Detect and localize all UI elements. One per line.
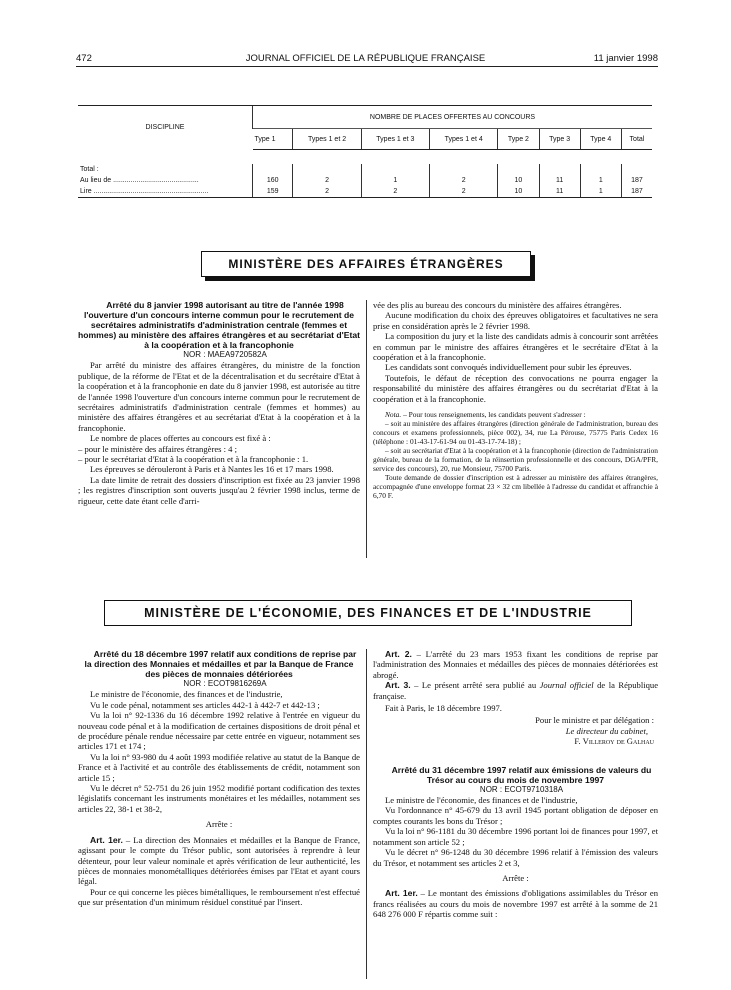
table-cell: 2 <box>293 186 361 198</box>
note-label: Nota. <box>385 410 402 420</box>
signature-line <box>373 726 658 736</box>
article-2 <box>373 649 658 680</box>
group-header: NOMBRE DE PLACES OFFERTES AU CONCOURS <box>253 106 653 129</box>
col-header: Types 1 et 2 <box>293 129 361 150</box>
paragraph: Le ministre de l'économie, des finances et de l'industrie, <box>385 795 578 806</box>
column-divider <box>366 649 367 979</box>
row-label: Total : <box>80 165 99 173</box>
note-text: – soit au ministère des affaires étrangères (direction générale de l'administration, bureau des concours et examens professionnels, pièce 002), 34, rue La Pérouse, 75775 Paris Cedex 16 (téléphone : 01-43-17-61-94 ou 01-43-17-74-18) ; <box>373 419 658 447</box>
paragraph: Le ministre de l'économie, des finances et de l'industrie, <box>90 689 283 700</box>
page-number: 472 <box>76 53 92 64</box>
note <box>373 410 658 419</box>
signature-name: F. Villeroy de Galhau <box>574 736 654 747</box>
nor-reference: NOR : MAEA9720582A <box>183 350 267 359</box>
article-text: – Le présent arrêté sera publié au <box>410 680 540 691</box>
table-cell: 2 <box>293 175 361 186</box>
col-header: Type 4 <box>580 129 621 150</box>
paragraph: Toutefois, le défaut de réception des convocations ne pourra engager la responsabilité du ministère des affaires étrangères ou du secrétariat d'Etat à la coopération et à la francophonie. <box>373 372 658 404</box>
article-text: – L'arrêté du 23 mars 1953 fixant les conditions de reprise par l'administration des Monnaies et médailles des pièces de monnaies détériorées est abrogé. <box>373 649 659 680</box>
table-cell: 187 <box>621 175 652 186</box>
table-row <box>78 150 652 164</box>
decree-title: Arrêté du 18 décembre 1997 relatif aux conditions de reprise par la direction des Monnaies et médailles et par la Banque de France des pièces de monnaies détériorées <box>84 649 357 679</box>
paragraph: – pour le ministère des affaires étrangères : 4 ; <box>78 443 238 454</box>
table-cell: 160 <box>253 175 293 186</box>
paragraph: Aucune modification du choix des épreuves obligatoires et facultatives ne sera prise en considération après le 2 février 1998. <box>373 310 658 331</box>
decree-coins-right <box>373 649 658 920</box>
arrete-label: Arrête : <box>205 819 233 830</box>
table-cell: 10 <box>498 175 539 186</box>
paragraph: Vu l'ordonnance n° 45-679 du 13 avril 1945 portant obligation de déposer en comptes courants les bons du Trésor ; <box>373 805 658 826</box>
decree-title: Arrêté du 8 janvier 1998 autorisant au titre de l'année 1998 l'ouverture d'un concours interne commun pour le recrutement de secrétaires administratifs d'administration centrale (femmes et hommes) au ministère des affaires étrangères et au secrétariat d'Etat à la coopération et à la francophonie <box>78 300 360 350</box>
nor-reference: NOR : ECOT9710318A <box>479 784 564 794</box>
decree-coins-left <box>78 649 360 908</box>
table-cell: 2 <box>361 186 429 198</box>
paragraph: Vu la loi n° 96-1181 du 30 décembre 1996 portant loi de finances pour 1997, et notamment son article 52 ; <box>373 826 658 847</box>
col-header: Type 2 <box>498 129 539 150</box>
table-cell: 10 <box>498 186 539 198</box>
paragraph: vée des plis au bureau des concours du ministère des affaires étrangères. <box>373 300 622 310</box>
journal-name: Journal officiel <box>539 680 594 691</box>
discipline-header: DISCIPLINE <box>78 106 253 150</box>
article-label: Art. 2. <box>385 649 412 659</box>
decree-foreign-affairs-left <box>78 300 360 506</box>
table-cell: 187 <box>621 186 652 198</box>
arrete-label: Arrête : <box>502 872 529 883</box>
paragraph: Pour ce qui concerne les pièces bimétalliques, le remboursement n'est effectué que sur présentation d'un minimum résiduel constitué par l'insert. <box>78 886 360 908</box>
note-text: – soit au secrétariat d'Etat à la coopération et à la francophonie (direction de l'administration générale, bureau de la formation, de la réinsertion professionnelle et des concours, DGA/PFR, service des concours), 20, rue Monsieur, 75700 Paris. <box>373 446 658 474</box>
table-cell: 159 <box>253 186 293 198</box>
table-row <box>78 175 652 186</box>
table-cell: 11 <box>539 186 580 198</box>
article-text: – La direction des Monnaies et médailles et la Banque de France, agissant pour le compte du Trésor public, sont autorisées à reprendre à leur détenteur, pour leur valeur nominale et après vérification de leur authenticité, les pièces de monnaies monométalliques détériorées émises par l'Etat et ayant cours légal. <box>78 834 360 887</box>
paragraph: La composition du jury et la liste des candidats admis à concourir sont arrêtées en commun par le ministre des affaires étrangères et le secrétaire d'Etat à la coopération et à la francophonie. <box>373 331 658 363</box>
paragraph: Vu le code pénal, notamment ses articles 442-1 à 442-7 et 442-13 ; <box>90 699 320 710</box>
nor-reference: NOR : ECOT9816269A <box>183 679 267 688</box>
paragraph: Vu le décret n° 96-1248 du 30 décembre 1996 relatif à l'émission des valeurs du Trésor, et notamment ses articles 2 et 3, <box>373 847 658 868</box>
paragraph: Vu la loi n° 93-980 du 4 août 1993 modifiée relative au statut de la Banque de France et à l'activité et au contrôle des établissements de crédit, notamment son article 15 ; <box>78 751 360 783</box>
table-cell: 2 <box>430 186 498 198</box>
col-header: Types 1 et 4 <box>430 129 498 150</box>
ministry-heading-economy: MINISTÈRE DE L'ÉCONOMIE, DES FINANCES ET DE L'INDUSTRIE <box>104 600 632 626</box>
col-header: Types 1 et 3 <box>361 129 429 150</box>
row-label: Au lieu de ............................................ <box>80 176 199 184</box>
article-3 <box>373 680 658 701</box>
paragraph: Par arrêté du ministre des affaires étrangères, du ministre de la fonction publique, de la réforme de l'Etat et de la décentralisation et du secrétaire d'Etat à la coopération et à la francophonie en date du 8 janvier 1998, est autorisée au titre de l'année 1998 l'ouverture d'un concours interne commun pour le recrutement de secrétaires administratifs d'administration centrale (femmes et hommes) au ministère des affaires étrangères et au secrétariat d'Etat à la coopération et à la francophonie. <box>78 360 360 433</box>
places-table <box>78 105 652 198</box>
decree-foreign-affairs-right <box>373 300 658 500</box>
table-cell: 1 <box>580 186 621 198</box>
table-cell: 11 <box>539 175 580 186</box>
paragraph: Le nombre de places offertes au concours est fixé à : <box>90 433 271 444</box>
paragraph: Vu la loi n° 92-1336 du 16 décembre 1992 relative à l'entrée en vigueur du nouveau code pénal et à la modification de certaines dispositions de droit pénal et de procédure pénale rendue nécessaire par cette entrée en vigueur, notamment ses articles 171 et 174 ; <box>78 710 360 752</box>
table-cell: 1 <box>580 175 621 186</box>
column-divider <box>366 300 367 558</box>
date-line: Fait à Paris, le 18 décembre 1997. <box>385 703 502 714</box>
article-label: Art. 3. <box>385 680 411 691</box>
article-label: Art. 1er. <box>90 834 123 845</box>
col-header: Type 3 <box>539 129 580 150</box>
table-cell: 1 <box>361 175 429 186</box>
article-1 <box>78 835 360 887</box>
note-text: – Pour tous renseignements, les candidats peuvent s'adresser : <box>401 410 586 420</box>
article-text: de la République française. <box>373 680 659 701</box>
ministry-heading-foreign-affairs: MINISTÈRE DES AFFAIRES ÉTRANGÈRES <box>201 251 531 277</box>
journal-title: JOURNAL OFFICIEL DE LA RÉPUBLIQUE FRANÇAISE <box>245 53 486 64</box>
paragraph: La date limite de retrait des dossiers d'inscription est fixée au 23 janvier 1998 ; les registres d'inscription sont ouverts jusqu'au 2 février 1998 inclus, terme de rigueur, cette date étant celle d'arri- <box>78 474 360 506</box>
article-1 <box>373 888 658 919</box>
paragraph: Les candidats sont convoqués individuellement pour subir les épreuves. <box>385 362 632 373</box>
signature-line: Pour le ministre et par délégation : <box>535 715 654 726</box>
issue-date: 11 janvier 1998 <box>593 53 658 64</box>
note-text: Toute demande de dossier d'inscription est à adresser au ministère des affaires étrangères, accompagnée d'une enveloppe format 23 × 32 cm libellée à l'adresse du candidat et affranchie à 6,70 F. <box>373 473 658 501</box>
row-label: Lire ........................................................... <box>78 186 253 198</box>
article-label: Art. 1er. <box>385 888 418 899</box>
article-text: – Le montant des émissions d'obligations assimilables du Trésor en francs réalisées au cours du mois de novembre 1997 est arrêté à la somme de 21 648 276 000 F répartis comme suit : <box>373 888 658 920</box>
table-row <box>78 186 652 198</box>
paragraph: Les épreuves se dérouleront à Paris et à Nantes les 16 et 17 mars 1998. <box>90 464 334 475</box>
paragraph: Vu le décret n° 52-751 du 26 juin 1952 modifié portant codification des textes législatifs concernant les instruments monétaires et les médailles, notamment ses articles 22, 38-1 et 38-2, <box>78 783 360 814</box>
col-header: Total <box>621 129 652 150</box>
table-cell: 2 <box>430 175 498 186</box>
signature-role: Le directeur du cabinet, <box>565 725 648 736</box>
header-rule <box>76 66 658 67</box>
table-row <box>78 164 652 175</box>
col-header: Type 1 <box>253 129 293 150</box>
decree-title: Arrêté du 31 décembre 1997 relatif aux émissions de valeurs du Trésor au cours du mois de novembre 1997 <box>391 764 652 785</box>
paragraph: – pour le secrétariat d'Etat à la coopération et à la francophonie : 1. <box>78 454 309 465</box>
